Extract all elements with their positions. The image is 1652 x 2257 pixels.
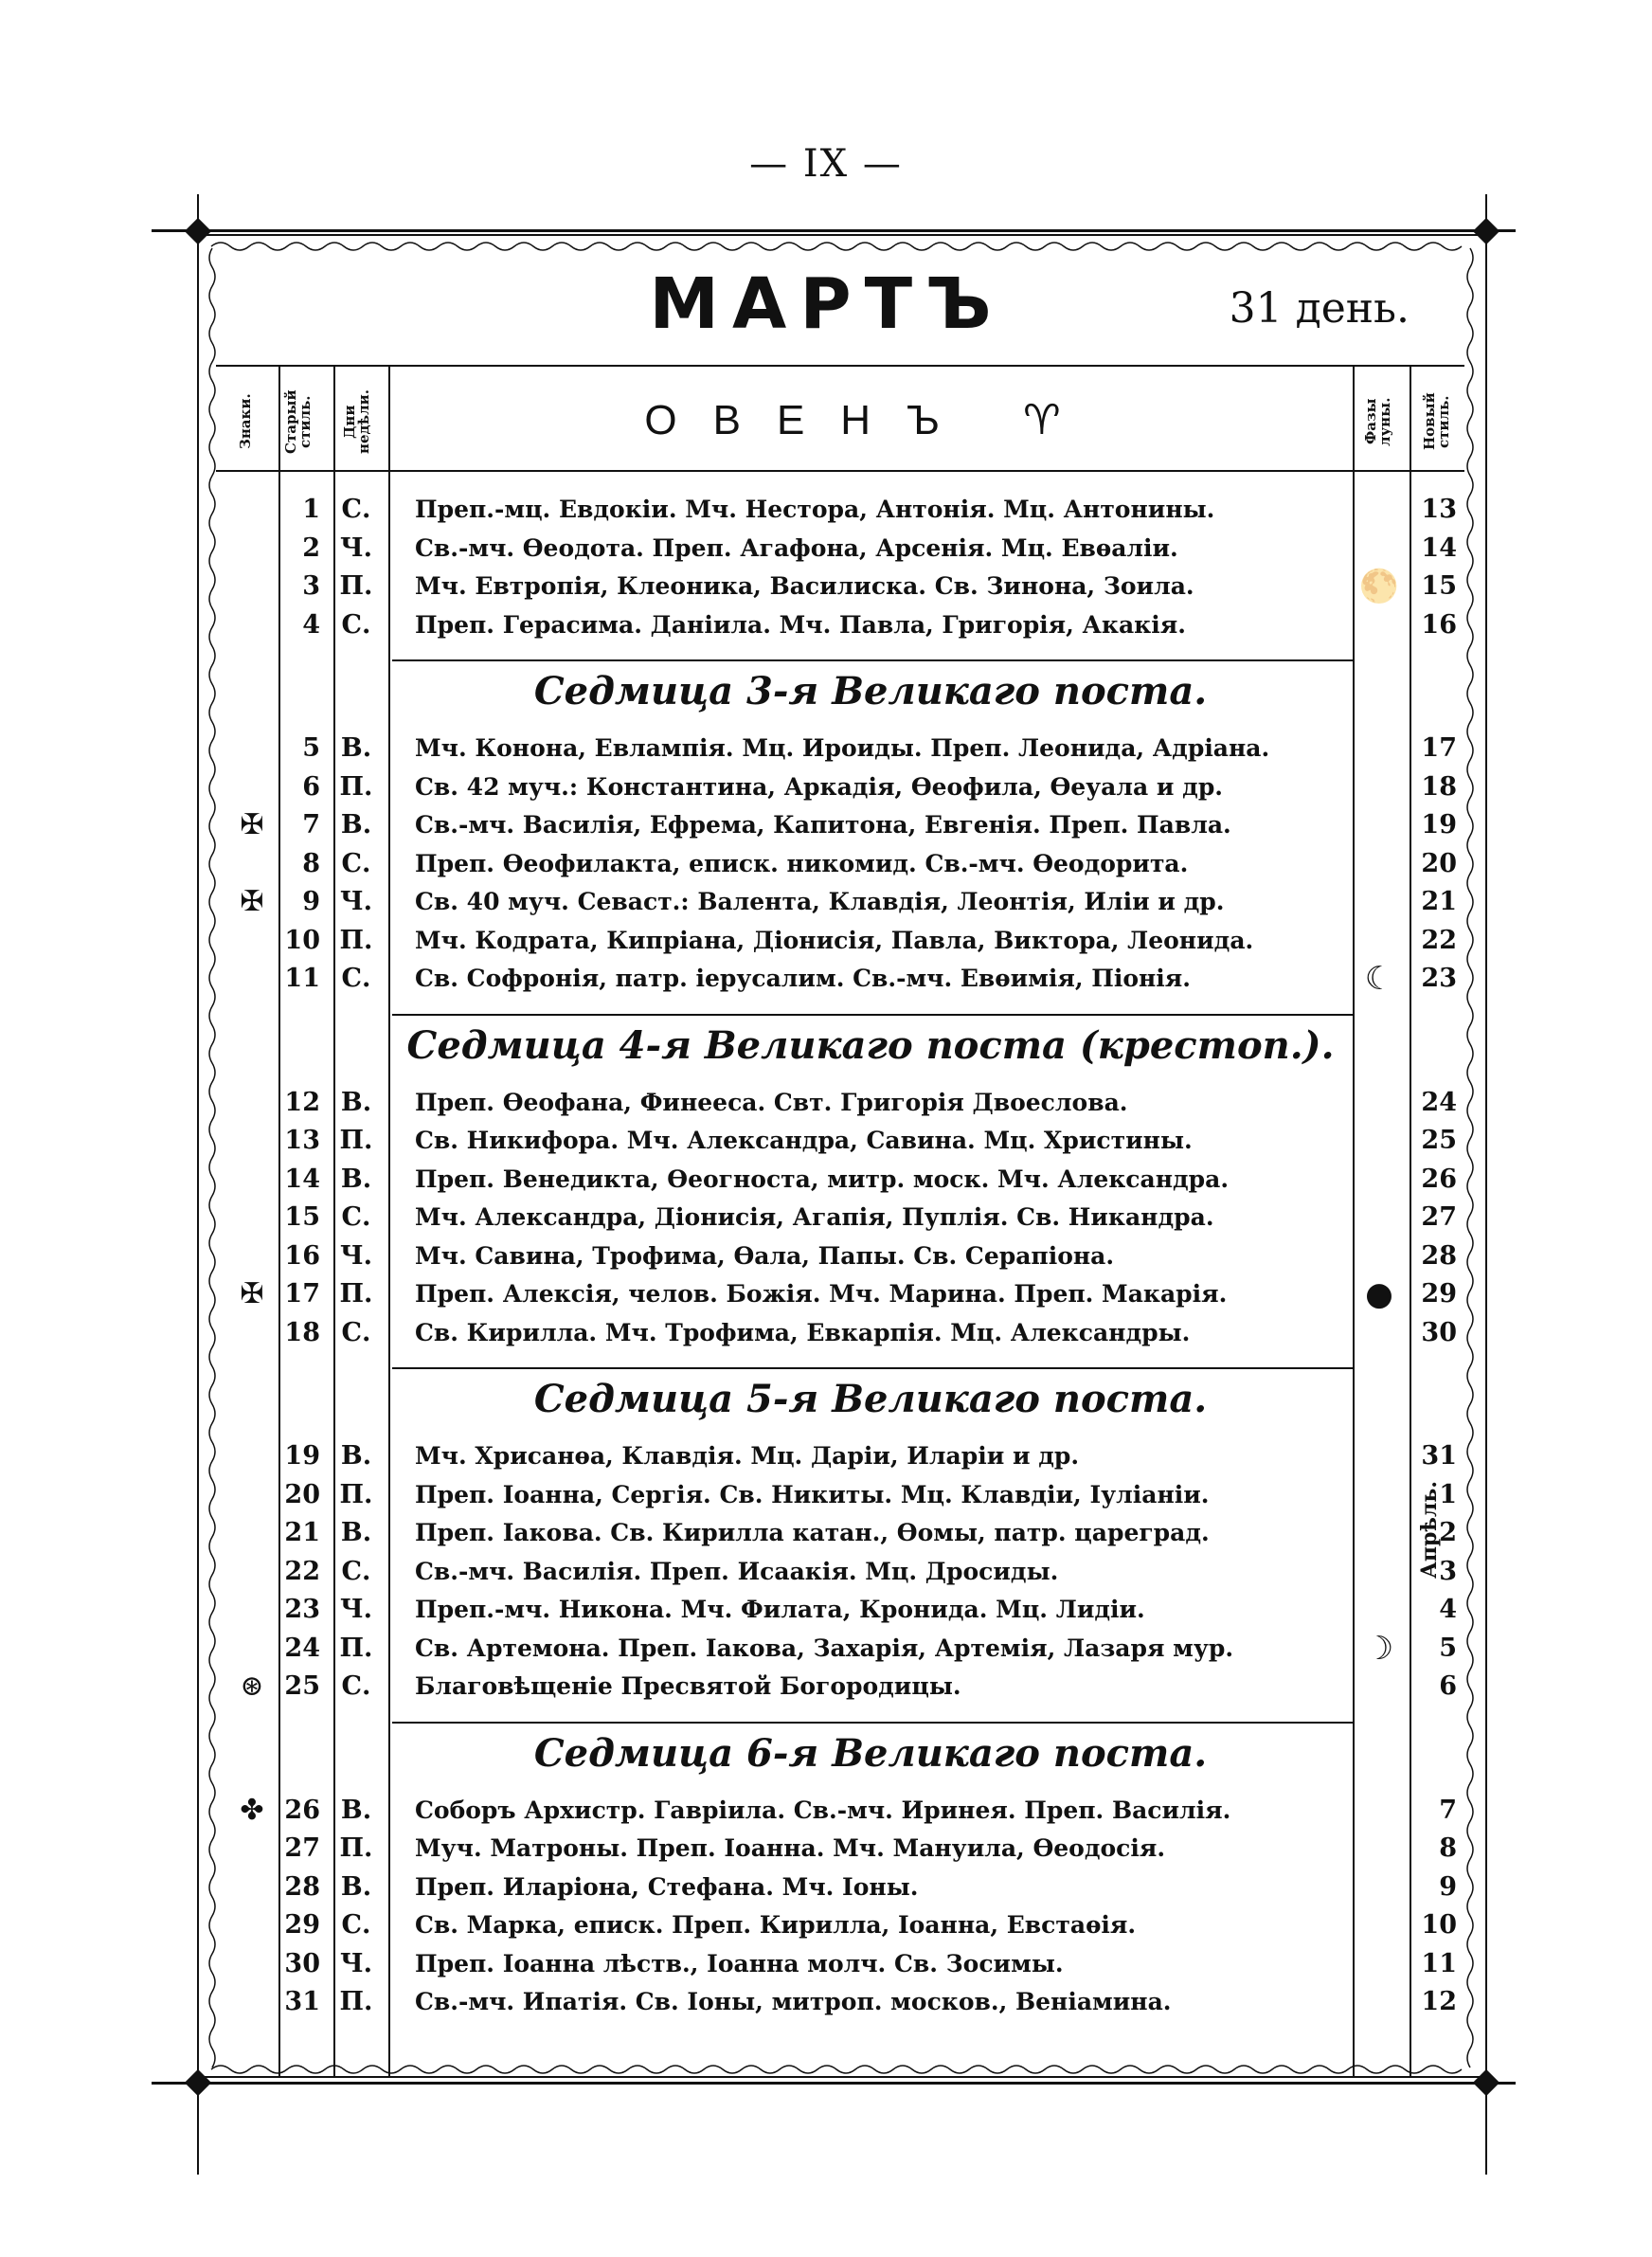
feast-sign-icon: ✤ bbox=[240, 1793, 264, 1827]
day-old-style: 1 bbox=[302, 495, 320, 524]
april-month-label: Апрѣль. bbox=[1417, 1481, 1442, 1580]
saints-text: Св.-мч. Ипатія. Св. Іоны, митроп. москов., Веніамина. bbox=[415, 1988, 1172, 2015]
weekday: Ч. bbox=[339, 887, 373, 916]
saints-text: Преп. Алексія, челов. Божія. Мч. Марина. Преп. Макарія. bbox=[415, 1280, 1228, 1308]
day-old-style: 15 bbox=[284, 1202, 320, 1232]
day-new-style: 2 bbox=[1439, 1518, 1457, 1547]
day-old-style: 4 bbox=[302, 609, 320, 640]
weekday: П. bbox=[339, 1126, 373, 1155]
day-old-style: 31 bbox=[284, 1987, 320, 2016]
frame-top-line bbox=[152, 229, 1516, 232]
day-new-style: 12 bbox=[1421, 1987, 1457, 2016]
day-new-style: 8 bbox=[1439, 1833, 1457, 1863]
saints-text: Св. 42 муч.: Константина, Аркадія, Ѳеофила, Ѳеуала и др. bbox=[415, 772, 1224, 801]
day-old-style: 28 bbox=[284, 1871, 320, 1902]
weekday: П. bbox=[339, 925, 373, 955]
weekday: В. bbox=[340, 733, 372, 763]
saints-text: Преп. Іоанна, Сергія. Св. Никиты. Мц. Клавдіи, Іуліаніи. bbox=[415, 1480, 1210, 1508]
week-separator bbox=[392, 659, 1355, 661]
feast-sign-icon: ⊛ bbox=[240, 1670, 264, 1703]
col-header-weekday: Дни недѣли. bbox=[341, 389, 372, 454]
weekday: В. bbox=[340, 1518, 372, 1547]
saints-text: Преп. Іоанна лѣств., Іоанна молч. Св. Зосимы. bbox=[415, 1949, 1064, 1977]
day-old-style: 19 bbox=[284, 1441, 320, 1471]
day-old-style: 23 bbox=[284, 1595, 320, 1624]
day-new-style: 3 bbox=[1439, 1556, 1457, 1586]
month-days-count: 31 день. bbox=[1229, 284, 1410, 333]
zodiac-sign-heading: ОВЕНЪ ♈ bbox=[644, 397, 1097, 443]
day-old-style: 10 bbox=[284, 925, 320, 955]
col-header-old-style: Старый стиль. bbox=[282, 389, 314, 454]
day-old-style: 18 bbox=[284, 1317, 320, 1347]
day-old-style: 2 bbox=[302, 533, 320, 563]
day-old-style: 5 bbox=[302, 733, 320, 763]
weekday: С. bbox=[341, 1317, 371, 1347]
day-new-style: 22 bbox=[1421, 925, 1457, 955]
day-new-style: 27 bbox=[1421, 1202, 1457, 1232]
saints-text: Преп. Венедикта, Ѳеогноста, митр. моск. Мч. Александра. bbox=[415, 1165, 1230, 1193]
weekday: Ч. bbox=[339, 1240, 373, 1271]
col-header-new-style: Новый стиль. bbox=[1421, 392, 1452, 451]
day-old-style: 17 bbox=[284, 1279, 320, 1309]
day-old-style: 21 bbox=[284, 1518, 320, 1547]
day-new-style: 5 bbox=[1439, 1633, 1457, 1663]
day-new-style: 25 bbox=[1421, 1126, 1457, 1155]
day-new-style: 14 bbox=[1421, 533, 1457, 563]
saints-text: Св. Марка, еписк. Преп. Кирилла, Іоанна, Евстаѳія. bbox=[415, 1911, 1137, 1939]
weekday: С. bbox=[341, 1556, 371, 1586]
week-separator bbox=[392, 1014, 1355, 1016]
day-old-style: 8 bbox=[302, 848, 320, 878]
weekday: С. bbox=[341, 848, 371, 878]
saints-text: Преп. Ѳеофилакта, еписк. никомид. Св.-мч. Ѳеодорита. bbox=[415, 849, 1189, 877]
day-old-style: 26 bbox=[284, 1795, 320, 1825]
weekday: П. bbox=[339, 771, 373, 802]
page-number: — IX — bbox=[749, 142, 903, 186]
day-new-style: 28 bbox=[1421, 1240, 1457, 1271]
day-new-style: 4 bbox=[1439, 1595, 1457, 1624]
saints-text: Св. Софронія, патр. іерусалим. Св.-мч. Евѳимія, Піонія. bbox=[415, 965, 1191, 992]
day-new-style: 13 bbox=[1421, 495, 1457, 524]
day-new-style: 6 bbox=[1439, 1671, 1457, 1701]
saints-text: Соборъ Архистр. Гавріила. Св.-мч. Иринея. Преп. Василія. bbox=[415, 1796, 1231, 1824]
day-new-style: 24 bbox=[1421, 1087, 1457, 1117]
day-old-style: 13 bbox=[284, 1126, 320, 1155]
day-new-style: 26 bbox=[1421, 1164, 1457, 1194]
saints-text: Преп. Иларіона, Стефана. Мч. Іоны. bbox=[415, 1872, 919, 1901]
day-old-style: 20 bbox=[284, 1479, 320, 1509]
day-new-style: 15 bbox=[1421, 571, 1457, 601]
weekday: П. bbox=[339, 1479, 373, 1509]
saints-text: Св.-мч. Василія. Преп. Исаакія. Мц. Дросиды. bbox=[415, 1557, 1059, 1585]
moon-phase-icon: ● bbox=[1365, 1275, 1393, 1313]
saints-text: Св.-мч. Ѳеодота. Преп. Агафона, Арсенія. Мц. Евѳаліи. bbox=[415, 533, 1178, 562]
week-separator bbox=[392, 1367, 1355, 1369]
saints-text: Мч. Савина, Трофима, Ѳала, Папы. Св. Серапіона. bbox=[415, 1241, 1115, 1270]
day-new-style: 7 bbox=[1439, 1795, 1457, 1825]
week-separator bbox=[392, 1722, 1355, 1724]
col-line bbox=[388, 367, 390, 2076]
day-old-style: 24 bbox=[284, 1633, 320, 1663]
week-title: Седмица 4-я Великаго поста (крестоп.). bbox=[406, 1022, 1335, 1068]
weekday: В. bbox=[340, 1871, 372, 1902]
weekday: В. bbox=[340, 1795, 372, 1825]
col-line bbox=[333, 367, 335, 2076]
day-old-style: 29 bbox=[284, 1910, 320, 1940]
saints-text: Преп.-мц. Евдокіи. Мч. Нестора, Антонія. Мц. Антонины. bbox=[415, 496, 1215, 523]
week-title: Седмица 5-я Великаго поста. bbox=[533, 1377, 1208, 1421]
moon-phase-icon: ☾ bbox=[1364, 960, 1394, 998]
saints-text: Св. Артемона. Преп. Іакова, Захарія, Артемія, Лазаря мур. bbox=[415, 1634, 1234, 1662]
saints-text: Преп. Ѳеофана, Финееса. Свт. Григорія Двоеслова. bbox=[415, 1088, 1128, 1116]
saints-text: Преп.-мч. Никона. Мч. Филата, Кронида. Мц. Лидіи. bbox=[415, 1596, 1145, 1623]
weekday: В. bbox=[340, 1164, 372, 1194]
day-old-style: 25 bbox=[284, 1671, 320, 1701]
col-header-signs: Знаки. bbox=[237, 393, 254, 450]
weekday: С. bbox=[341, 1202, 371, 1232]
saints-text: Св. Кирилла. Мч. Трофима, Евкарпія. Мц. Александры. bbox=[415, 1318, 1191, 1346]
weekday: С. bbox=[341, 1671, 371, 1701]
weekday: Ч. bbox=[339, 533, 373, 563]
frame-corner-ornament bbox=[1473, 2069, 1499, 2096]
frame-bottom-line bbox=[152, 2082, 1516, 2085]
saints-text: Мч. Евтропія, Клеоника, Василиска. Св. Зинона, Зоила. bbox=[415, 572, 1194, 600]
day-old-style: 30 bbox=[284, 1948, 320, 1978]
week-title: Седмица 3-я Великаго поста. bbox=[533, 669, 1208, 713]
day-new-style: 19 bbox=[1421, 810, 1457, 840]
month-title: МАРТЪ bbox=[649, 263, 1005, 345]
day-new-style: 21 bbox=[1421, 887, 1457, 916]
day-new-style: 17 bbox=[1421, 733, 1457, 763]
weekday: В. bbox=[340, 810, 372, 840]
moon-phase-icon: 🌕 bbox=[1358, 568, 1400, 605]
saints-text: Мч. Александра, Діонисія, Агапія, Пуплія. Св. Никандра. bbox=[415, 1203, 1214, 1231]
weekday: П. bbox=[339, 1833, 373, 1863]
saints-text: Преп. Іакова. Св. Кирилла катан., Ѳомы, патр. цареград. bbox=[415, 1519, 1210, 1546]
weekday: В. bbox=[340, 1087, 372, 1117]
day-old-style: 9 bbox=[302, 887, 320, 916]
frame-corner-ornament bbox=[1473, 218, 1499, 244]
day-new-style: 31 bbox=[1421, 1441, 1457, 1471]
frame-left-line bbox=[197, 194, 199, 2175]
weekday: С. bbox=[341, 1910, 371, 1940]
day-old-style: 14 bbox=[284, 1164, 320, 1194]
moon-phase-icon: ☽ bbox=[1364, 1629, 1394, 1668]
day-old-style: 3 bbox=[302, 571, 320, 601]
day-old-style: 22 bbox=[284, 1556, 320, 1586]
header-divider bbox=[216, 470, 1464, 472]
saints-text: Благовѣщеніе Пресвятой Богородицы. bbox=[415, 1672, 961, 1700]
day-new-style: 16 bbox=[1421, 609, 1457, 640]
day-new-style: 29 bbox=[1421, 1279, 1457, 1309]
feast-sign-icon: ✠ bbox=[240, 885, 264, 918]
day-new-style: 20 bbox=[1421, 848, 1457, 878]
saints-text: Св. 40 муч. Севаст.: Валента, Клавдія, Леонтія, Иліи и др. bbox=[415, 888, 1225, 915]
title-box bbox=[216, 244, 1438, 368]
weekday: Ч. bbox=[339, 1595, 373, 1624]
day-new-style: 23 bbox=[1421, 964, 1457, 993]
day-old-style: 6 bbox=[302, 771, 320, 802]
weekday: П. bbox=[339, 571, 373, 601]
frame-top-line-inner bbox=[197, 234, 1485, 236]
week-title: Седмица 6-я Великаго поста. bbox=[533, 1730, 1208, 1776]
day-new-style: 10 bbox=[1421, 1910, 1457, 1940]
title-divider bbox=[216, 365, 1464, 367]
weekday: С. bbox=[341, 495, 371, 524]
col-line bbox=[1353, 367, 1355, 2076]
day-old-style: 27 bbox=[284, 1833, 320, 1863]
feast-sign-icon: ✠ bbox=[240, 1277, 264, 1310]
day-old-style: 16 bbox=[284, 1240, 320, 1271]
saints-text: Мч. Кодрата, Кипріана, Діонисія, Павла, Виктора, Леонида. bbox=[415, 926, 1254, 954]
day-new-style: 30 bbox=[1421, 1317, 1457, 1347]
saints-text: Муч. Матроны. Преп. Іоанна. Мч. Мануила, Ѳеодосія. bbox=[415, 1834, 1166, 1862]
weekday: С. bbox=[341, 964, 371, 993]
weekday: П. bbox=[339, 1987, 373, 2016]
weekday: В. bbox=[340, 1441, 372, 1471]
weekday: Ч. bbox=[339, 1948, 373, 1978]
frame-right-line bbox=[1485, 194, 1487, 2175]
weekday: П. bbox=[339, 1279, 373, 1309]
day-old-style: 7 bbox=[302, 810, 320, 840]
saints-text: Преп. Герасима. Даніила. Мч. Павла, Григорія, Акакія. bbox=[415, 610, 1186, 639]
day-old-style: 11 bbox=[284, 964, 320, 993]
day-new-style: 9 bbox=[1439, 1871, 1457, 1902]
saints-text: Св.-мч. Василія, Ефрема, Капитона, Евгенія. Преп. Павла. bbox=[415, 811, 1231, 839]
saints-text: Св. Никифора. Мч. Александра, Савина. Мц. Христины. bbox=[415, 1127, 1193, 1154]
saints-text: Мч. Конона, Евлампія. Мц. Ироиды. Преп. Леонида, Адріана. bbox=[415, 734, 1270, 762]
day-new-style: 18 bbox=[1421, 771, 1457, 802]
col-header-moon-phases: Фазы луны. bbox=[1362, 397, 1393, 446]
day-new-style: 1 bbox=[1439, 1479, 1457, 1509]
weekday: П. bbox=[339, 1633, 373, 1663]
day-new-style: 11 bbox=[1421, 1948, 1457, 1978]
weekday: С. bbox=[341, 609, 371, 640]
feast-sign-icon: ✠ bbox=[240, 808, 264, 841]
day-old-style: 12 bbox=[284, 1087, 320, 1117]
saints-text: Мч. Хрисанѳа, Клавдія. Мц. Даріи, Иларіи и др. bbox=[415, 1442, 1080, 1470]
